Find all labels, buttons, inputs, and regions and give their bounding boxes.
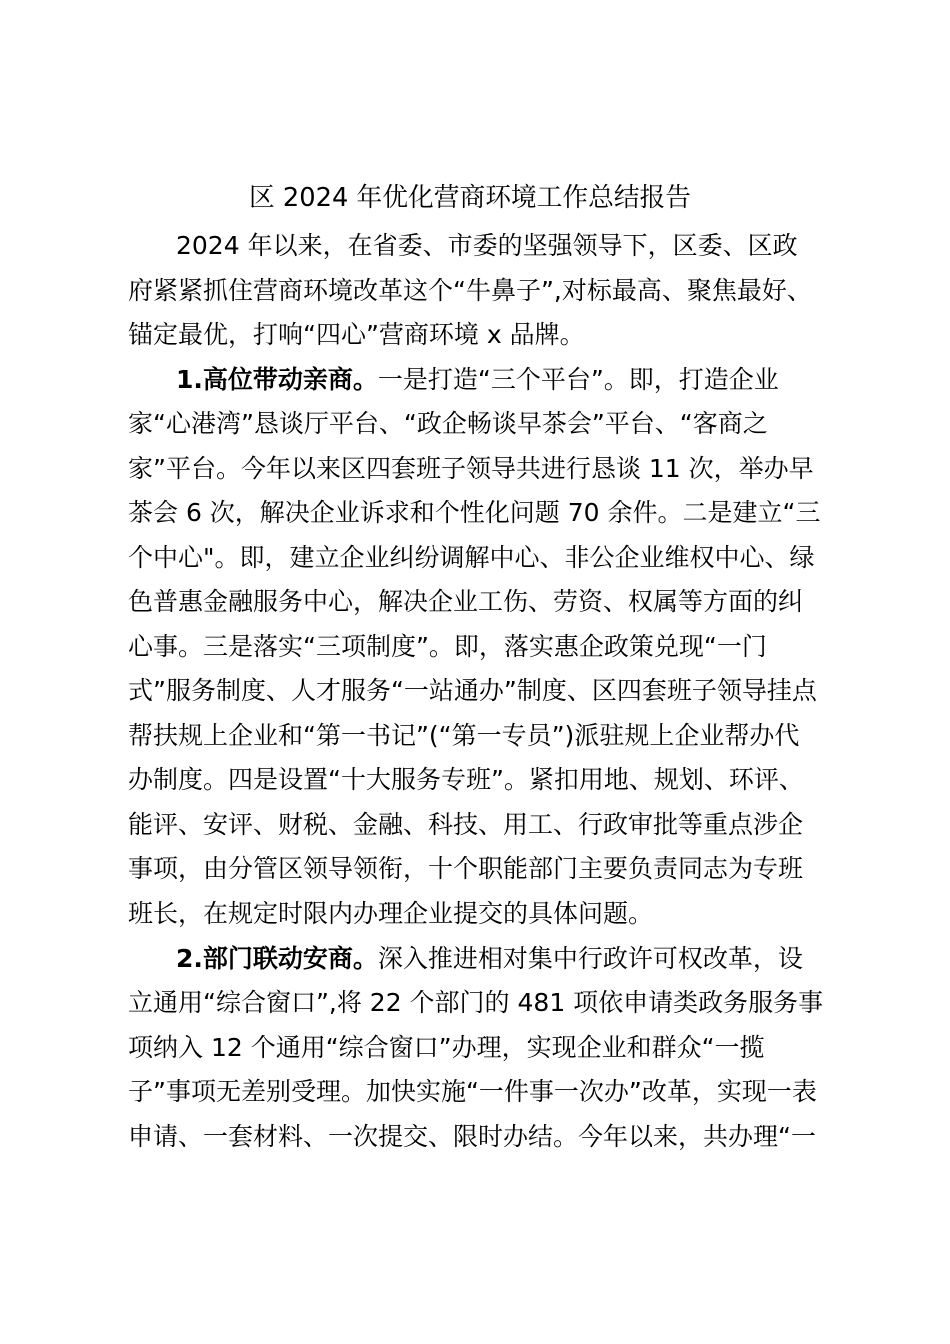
section2-line-5: 申请、一套材料、一次提交、限时办结。今年以来，共办理“一 xyxy=(128,1122,816,1151)
section1-line-7: 心事。三是落实“三项制度”。即，落实惠企政策兑现“一门 xyxy=(128,632,767,661)
section2-line-1: 深入推进相对集中行政许可权改革，设 xyxy=(377,944,803,973)
section1-line-1: 一是打造“三个平台”。即，打造企业 xyxy=(377,365,779,394)
section2-heading: 2.部门联动安商。 xyxy=(176,944,378,973)
section1-line-3: 家”平台。今年以来区四套班子领导共进行恳谈 11 次，举办早 xyxy=(128,454,814,483)
section1-first-line xyxy=(176,358,779,402)
section1-line-9: 帮扶规上企业和“第一书记”(“第一专员”)派驻规上企业帮办代 xyxy=(128,721,800,750)
section2-line-3: 项纳入 12 个通用“综合窗口”办理，实现企业和群众“一揽 xyxy=(128,1033,765,1062)
section1-line-12: 事项，由分管区领导领衔，十个职能部门主要负责同志为专班 xyxy=(128,854,804,883)
section1-line-5: 个中心"。即，建立企业纠纷调解中心、非公企业维权中心、绿 xyxy=(128,543,815,572)
section1-line-8: 式”服务制度、人才服务“一站通办”制度、区四套班子领导挂点 xyxy=(128,676,817,705)
intro-line-1: 2024 年以来，在省委、市委的坚强领导下，区委、区政 xyxy=(176,231,798,260)
section1-line-6: 色普惠金融服务中心，解决企业工伤、劳资、权属等方面的纠 xyxy=(128,587,804,616)
section1-line-10: 办制度。四是设置“十大服务专班”。紧扣用地、规划、环评、 xyxy=(128,765,804,794)
section1-line-2: 家“心港湾”恳谈厅平台、“政企畅谈早茶会”平台、“客商之 xyxy=(128,409,768,438)
document-title: 区 2024 年优化营商环境工作总结报告 xyxy=(248,183,692,213)
section1-line-4: 茶会 6 次，解决企业诉求和个性化问题 70 余件。二是建立“三 xyxy=(128,498,821,527)
section2-line-2: 立通用“综合窗口”,将 22 个部门的 481 项依申请类政务服务事 xyxy=(128,988,824,1017)
section2-first-line xyxy=(176,937,803,981)
section2-line-4: 子”事项无差别受理。加快实施“一件事一次办”改革，实现一表 xyxy=(128,1077,817,1106)
intro-line-3: 锚定最优，打响“四心”营商环境 x 品牌。 xyxy=(128,320,585,349)
section1-line-11: 能评、安评、财税、金融、科技、用工、行政审批等重点涉企 xyxy=(128,810,804,839)
section1-heading: 1.高位带动亲商。 xyxy=(176,365,378,394)
section1-line-13: 班长，在规定时限内办理企业提交的具体问题。 xyxy=(128,899,654,928)
intro-line-2: 府紧紧抓住营商环境改革这个“牛鼻子”,对标最高、聚焦最好、 xyxy=(128,276,812,305)
